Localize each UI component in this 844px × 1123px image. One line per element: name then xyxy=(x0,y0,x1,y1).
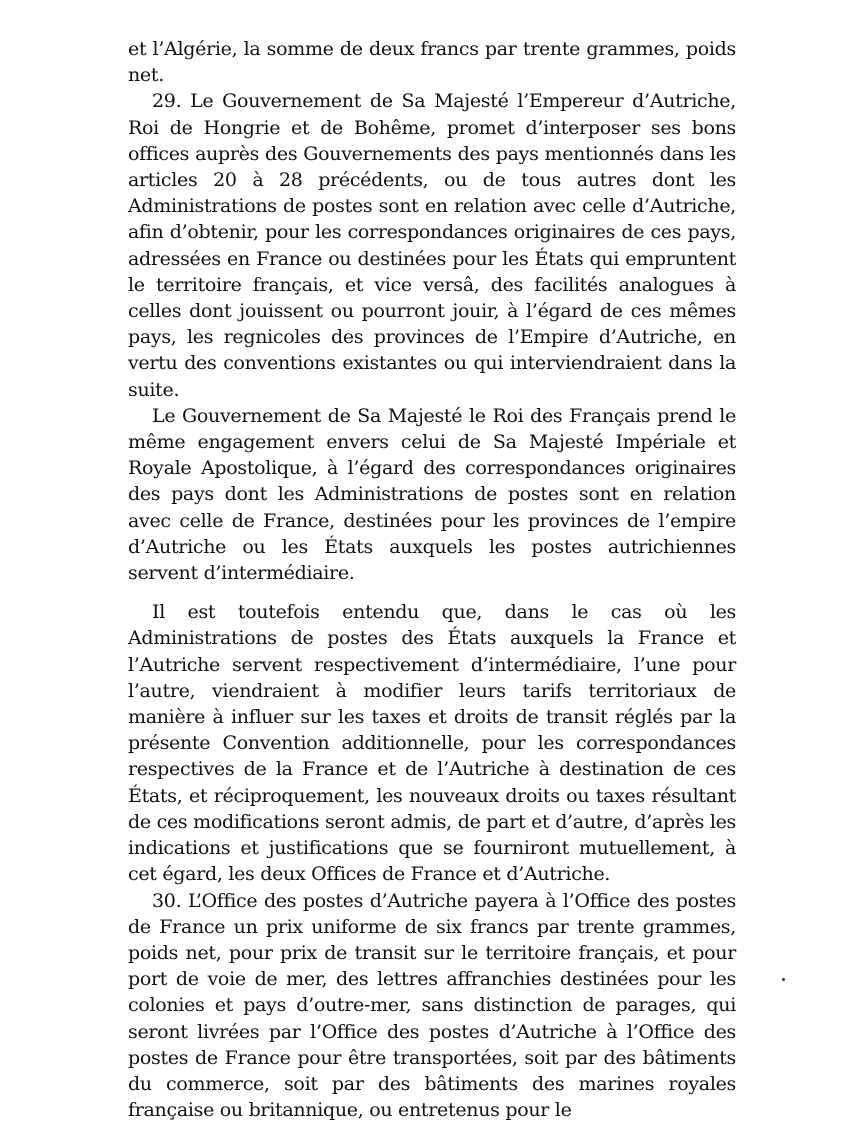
paragraph-article-29-french-engagement: Le Gouvernement de Sa Majesté le Roi des Français prend le même engagement envers celui de Sa Majesté Impériale et Royale Apostolique, à l’égard des correspondances originaires des pays dont les Administrations de postes sont en relation avec celle de France, destinées pour les provinces de l’empire d’Autriche ou les États auxquels les postes autrichiennes servent d’intermédiaire. xyxy=(128,403,736,586)
paragraph-article-29: 29. Le Gouvernement de Sa Majesté l’Empereur d’Autriche, Roi de Hongrie et de Bohême, promet d’interposer ses bons offices auprès des Gouvernements des pays mentionnés dans les articles 20 à 28 précédents, ou de tous autres dont les Administrations de postes sont en relation avec celle d’Autriche, afin d’obtenir, pour les correspondances originaires de ces pays, adressées en France ou destinées pour les États qui empruntent le territoire français, et vice versâ, des facilités analogues à celles dont jouissent ou pourront jouir, à l’égard de ces mêmes pays, les regnicoles des provinces de l’Empire d’Autriche, en vertu des conventions existantes ou qui interviendraient dans la suite. xyxy=(128,88,736,402)
paragraph-article-30: 30. L’Office des postes d’Autriche payera à l’Office des postes de France un prix uniforme de six francs par trente grammes, poids net, pour prix de transit sur le territoire français, et pour port de voie de mer, des lettres affranchies destinées pour les colonies et pays d’outre-mer, sans distinction de parages, qui seront livrées par l’Office des postes d’Autriche à l’Office des postes de France pour être transportées, soit par des bâtiments du commerce, soit par des bâtiments des marines royales française ou britannique, ou entretenus pour le xyxy=(128,888,736,1123)
paragraph-continuation: et l’Algérie, la somme de deux francs par trente grammes, poids net. xyxy=(128,36,736,88)
document-page xyxy=(128,36,736,1123)
ink-speck xyxy=(782,978,785,981)
paragraph-article-29-tariff-clause: Il est toutefois entendu que, dans le cas où les Administrations de postes des États auxquels la France et l’Autriche servent respectivement d’intermédiaire, l’une pour l’autre, viendraient à modifier leurs tarifs territoriaux de manière à influer sur les taxes et droits de transit réglés par la présente Convention additionnelle, pour les correspondances respectives de la France et de l’Autriche à destination de ces États, et réciproquement, les nouveaux droits ou taxes résultant de ces modifications seront admis, de part et d’autre, d’après les indications et justifications que se fourniront mutuellement, à cet égard, les deux Offices de France et d’Autriche. xyxy=(128,599,736,887)
